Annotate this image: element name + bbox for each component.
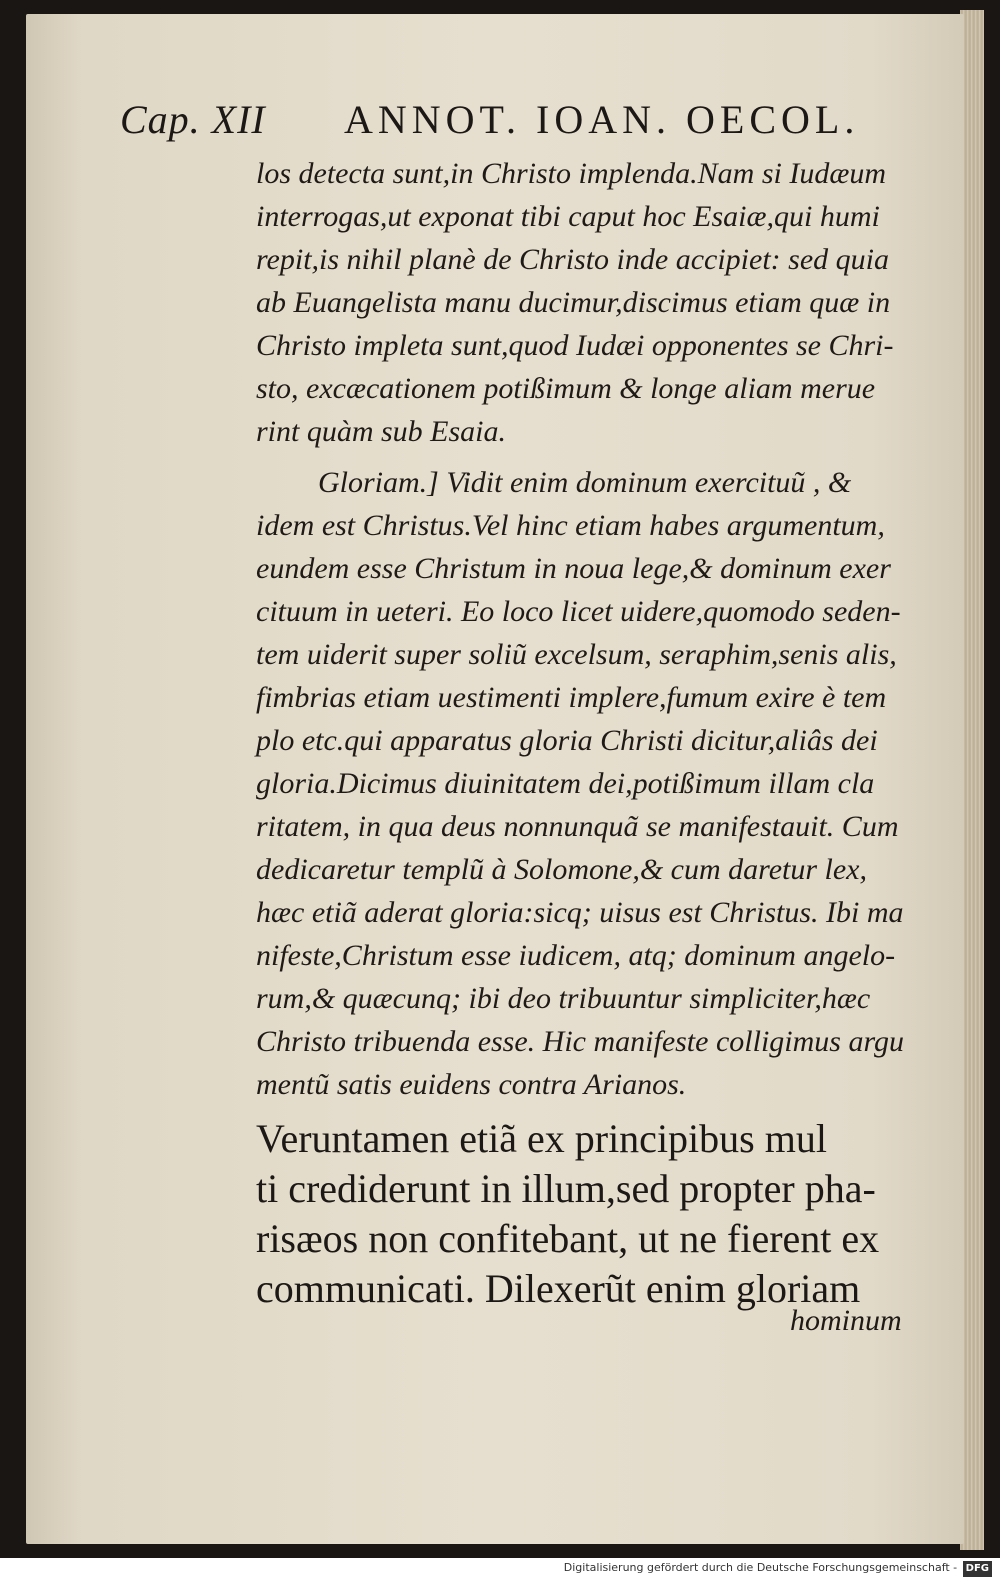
text-line: idem est Christus.Vel hinc etiam habes argumentum, bbox=[256, 509, 885, 542]
running-title: ANNOT. IOAN. OECOL. bbox=[344, 97, 860, 142]
footer-text: Digitalisierung gefördert durch die Deutsche Forschungsgemeinschaft - bbox=[563, 1561, 958, 1574]
text-line: eundem esse Christum in noua lege,& dominum exer bbox=[256, 552, 891, 585]
text-line: plo etc.qui apparatus gloria Christi dicitur,aliâs dei bbox=[256, 724, 878, 757]
commentary-text bbox=[256, 152, 936, 1106]
catchword: hominum bbox=[790, 1304, 902, 1337]
text-line: ritatem, in qua deus nonnunquã se manifestauit. Cum bbox=[256, 810, 899, 843]
text-line: hæc etiã aderat gloria:sicq; uisus est Christus. Ibi ma bbox=[256, 896, 904, 929]
text-line: cituum in ueteri. Eo loco licet uidere,quomodo seden- bbox=[256, 595, 901, 628]
digitization-footer bbox=[564, 1560, 992, 1576]
chapter-label: Cap. XII bbox=[120, 97, 266, 142]
text-line: gloria.Dicimus diuinitatem dei,potißimum illam cla bbox=[256, 767, 875, 800]
dfg-logo: DFG bbox=[963, 1561, 992, 1577]
text-line: nifeste,Christum esse iudicem, atq; dominum angelo- bbox=[256, 939, 896, 972]
commentary-paragraph-2 bbox=[256, 461, 936, 1106]
text-line: Christo tribuenda esse. Hic manifeste colligimus argu bbox=[256, 1025, 905, 1058]
verse-line: ti crediderunt in illum,sed propter pha- bbox=[256, 1166, 876, 1211]
text-line: ab Euangelista manu ducimur,discimus etiam quæ in bbox=[256, 286, 891, 319]
verse-line: communicati. Dilexerũt enim gloriam bbox=[256, 1266, 861, 1311]
running-header bbox=[120, 96, 880, 146]
text-line: rint quàm sub Esaia. bbox=[256, 415, 507, 448]
text-line: rum,& quæcunq; ibi deo tribuuntur simpliciter,hæc bbox=[256, 982, 871, 1015]
commentary-paragraph-1 bbox=[256, 152, 936, 453]
text-line: repit,is nihil planè de Christo inde accipiet: sed quia bbox=[256, 243, 889, 276]
text-line: mentũ satis euidens contra Arianos. bbox=[256, 1068, 687, 1101]
text-line: los detecta sunt,in Christo implenda.Nam si Iudæum bbox=[256, 157, 886, 190]
text-line: tem uiderit super soliũ excelsum, seraphim,senis alis, bbox=[256, 638, 897, 671]
text-line: Gloriam.] Vidit enim dominum exercituũ , & bbox=[318, 466, 852, 499]
text-line: sto, excæcationem potißimum & longe aliam merue bbox=[256, 372, 876, 405]
verse-line: Veruntamen etiã ex principibus mul bbox=[256, 1116, 827, 1161]
scripture-verse bbox=[256, 1114, 936, 1314]
paragraph-gap bbox=[256, 453, 936, 461]
text-line: dedicaretur templũ à Solomone,& cum daretur lex, bbox=[256, 853, 867, 886]
text-line: Christo impleta sunt,quod Iudæi opponentes se Chri- bbox=[256, 329, 894, 362]
verse-line: risæos non confitebant, ut ne fierent ex bbox=[256, 1216, 880, 1261]
text-line: fimbrias etiam uestimenti implere,fumum exire è tem bbox=[256, 681, 887, 714]
text-line: interrogas,ut exponat tibi caput hoc Esaiæ,qui humi bbox=[256, 200, 880, 233]
